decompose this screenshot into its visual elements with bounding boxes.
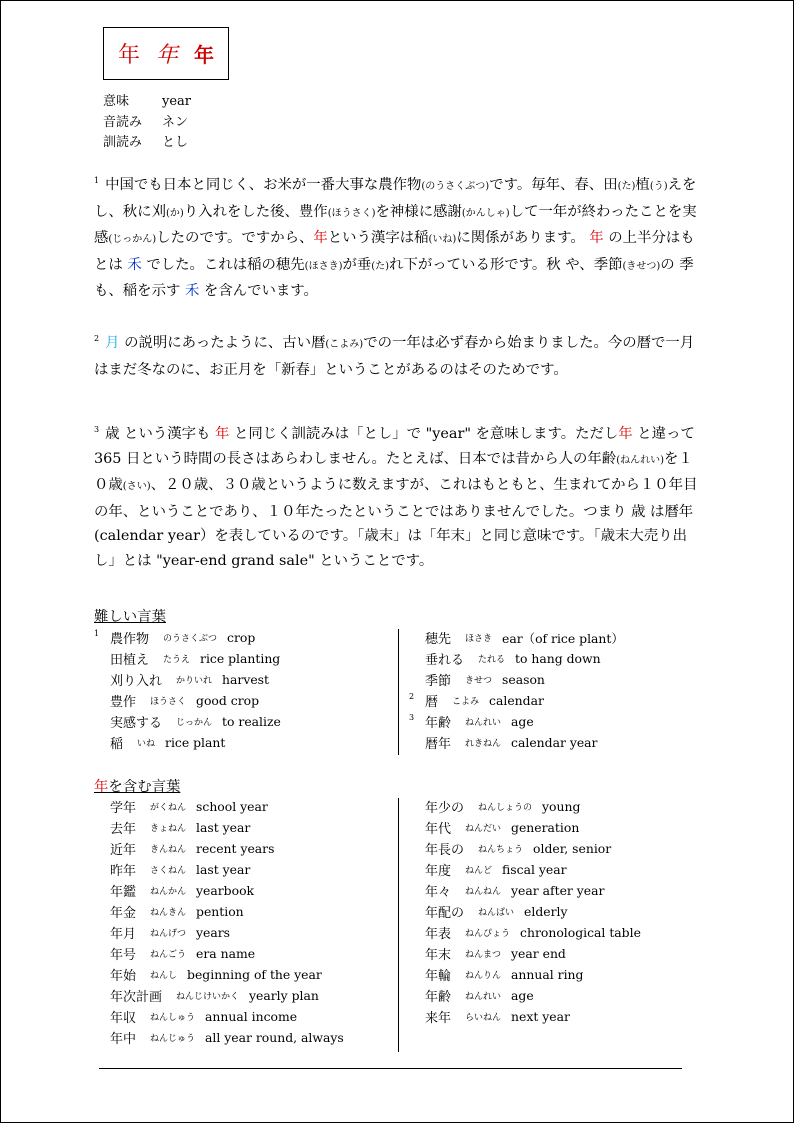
vocab-row	[409, 838, 641, 859]
vocab-word: 年始	[110, 969, 137, 984]
text: での一年は必ず春から始まりました。今の暦で一月はまだ冬なのに、お正月を「新春」ということがあるのはそのためです。	[94, 335, 695, 378]
note-mark	[94, 859, 110, 861]
note-mark	[409, 901, 425, 903]
vocab-reading: ねんちょう	[478, 845, 524, 855]
vocab-reading: ねんげつ	[150, 929, 187, 939]
kanji-form-brush: 年	[194, 43, 215, 67]
vocab-word: 稲	[110, 737, 124, 752]
vocab-english: school year	[196, 799, 268, 814]
note-mark	[409, 922, 425, 924]
note-mark: 3	[94, 425, 100, 434]
reading: (た)	[617, 181, 636, 192]
vocab-english: season	[502, 672, 545, 687]
on-reading-value: ネン	[162, 114, 189, 130]
note-mark	[94, 817, 110, 819]
meaning-label: 意味	[103, 94, 130, 109]
vocab-english: all year round, always	[205, 1030, 344, 1045]
vocab-word: 豊作	[110, 695, 137, 710]
vocab-english: annual income	[205, 1009, 298, 1024]
vocab-row	[94, 732, 281, 753]
vocab-row	[409, 711, 624, 732]
text: 歳 という漢字も	[105, 426, 211, 442]
note-mark	[409, 648, 425, 650]
vocab-reading: いね	[137, 739, 156, 749]
text: 植	[635, 177, 650, 193]
reading: (ほさき)	[304, 260, 343, 272]
vocab-english: calendar	[489, 693, 544, 708]
vocab-word: 穂先	[425, 632, 452, 647]
highlight-radical: 禾	[127, 256, 142, 273]
reading: (きせつ)	[622, 260, 661, 272]
note-mark	[409, 859, 425, 861]
vocab-english: last year	[196, 820, 251, 835]
vocab-row	[409, 943, 641, 964]
note-mark	[409, 880, 425, 882]
vocab-reading: ねんじけいかく	[176, 992, 240, 1002]
highlight-kanji: 年	[618, 426, 633, 442]
note-mark: 3	[409, 713, 415, 722]
vocab-reading: ねんし	[150, 971, 178, 981]
highlight-kanji: 月	[105, 335, 120, 351]
vocab-row	[409, 985, 641, 1006]
reading: (こよみ)	[325, 339, 364, 350]
vocab-english: elderly	[524, 904, 568, 919]
vocab-reading: ねんぴょう	[465, 929, 511, 939]
note-mark	[409, 732, 425, 734]
vocab-english: pention	[196, 904, 244, 919]
vocab-row	[94, 901, 344, 922]
note-mark	[409, 943, 425, 945]
kanji-form-print: 年	[117, 43, 140, 68]
vocab-english: year end	[511, 946, 566, 961]
vocab-reading: ねんかん	[150, 887, 187, 897]
vocab-reading: ねんねん	[465, 887, 502, 897]
reading: (う)	[649, 181, 668, 192]
vocab-row	[409, 796, 641, 817]
vocab-word: 年末	[425, 948, 452, 963]
vocab-row	[94, 669, 281, 690]
text: れ下がっている形です。秋 や、季節	[389, 256, 623, 273]
vocab-english: chronological table	[520, 925, 641, 940]
vocab-row	[94, 985, 344, 1006]
vocab-row	[409, 690, 624, 711]
vocab-word: 年齢	[425, 716, 452, 731]
text: に関係があります。	[456, 230, 585, 246]
text: の 季 も、稲を示す	[94, 256, 694, 299]
vocab-english: calendar year	[511, 735, 598, 750]
note-mark	[94, 669, 110, 671]
text: でした。これは稲の穂先	[146, 256, 305, 273]
column-divider	[398, 629, 399, 755]
on-reading-row	[103, 113, 191, 134]
difficult-words-title: 難しい言葉	[94, 609, 166, 625]
vocab-english: to realize	[222, 714, 281, 729]
reading: (ほうさく)	[327, 207, 376, 219]
vocab-word: 年配の	[425, 906, 465, 921]
vocab-reading: ねんぱい	[478, 908, 515, 918]
note-mark	[94, 922, 110, 924]
vocab-word: 年鑑	[110, 885, 137, 900]
vocab-english: age	[511, 714, 534, 729]
words-with-kanji-title	[94, 775, 180, 796]
note-mark	[409, 627, 425, 629]
vocab-word: 年表	[425, 927, 452, 942]
vocab-reading: がくねん	[150, 803, 187, 813]
vocab-english: yearly plan	[249, 988, 319, 1003]
vocab-english: next year	[511, 1009, 570, 1024]
vocab-reading: ほさき	[465, 634, 493, 644]
vocab-english: good crop	[196, 693, 260, 708]
vocab-reading: ねんしょうの	[478, 803, 533, 813]
vocab-english: recent years	[196, 841, 275, 856]
vocab-word: 年長の	[425, 843, 465, 858]
vocab-english: harvest	[222, 672, 269, 687]
vocab-word: 来年	[425, 1011, 452, 1026]
vocab-row	[94, 964, 344, 985]
highlight-kanji: 年	[214, 426, 230, 442]
vocab-word: 刈り入れ	[110, 674, 163, 689]
vocab-row	[409, 859, 641, 880]
vocab-word: 年金	[110, 906, 137, 921]
note-mark: 1	[94, 629, 100, 638]
note-mark: 1	[94, 176, 100, 185]
reading: (ねんれい)	[616, 454, 665, 466]
vocab-row	[94, 711, 281, 732]
vocab-reading: たれる	[478, 655, 506, 665]
vocab-english: ear（of rice plant）	[502, 630, 624, 646]
vocab-reading: ねんれい	[465, 718, 502, 728]
text: えをし、秋に刈	[94, 177, 697, 220]
reading: (じっかん)	[108, 234, 157, 245]
reading: (た)	[371, 260, 390, 272]
reading: (いね)	[428, 234, 457, 245]
difficult-words-left	[94, 627, 281, 753]
vocab-english: fiscal year	[502, 862, 567, 877]
vocab-reading: ねんじゅう	[150, 1034, 196, 1044]
column-divider	[398, 798, 399, 1052]
vocab-row	[409, 669, 624, 690]
vocab-word: 年齢	[425, 990, 452, 1005]
vocab-row	[409, 1006, 641, 1027]
vocab-row	[94, 922, 344, 943]
note-mark	[409, 964, 425, 966]
vocab-english: yearbook	[196, 883, 255, 898]
highlight-kanji: 年	[313, 230, 328, 246]
note-mark	[409, 669, 425, 671]
text: です。毎年、春、田	[489, 177, 618, 193]
vocab-word: 暦	[425, 695, 439, 710]
paragraph-3	[94, 422, 704, 573]
reading: (のうさくぶつ)	[421, 181, 490, 192]
kanji-info	[103, 92, 191, 154]
vocab-reading: ねんまつ	[465, 950, 502, 960]
note-mark	[409, 817, 425, 819]
note-mark	[94, 796, 110, 798]
vocab-row	[94, 648, 281, 669]
vocab-word: 年中	[110, 1032, 137, 1047]
on-reading-label: 音読み	[103, 114, 143, 130]
vocab-word: 学年	[110, 801, 137, 816]
text: したのです。ですから、	[156, 230, 314, 246]
text: という漢字は稲	[327, 230, 429, 246]
title-text: を含む言葉	[108, 779, 181, 795]
vocab-reading: ねんりん	[465, 971, 502, 981]
vocab-reading: のうさくぶつ	[163, 634, 218, 644]
note-mark	[94, 964, 110, 966]
vocab-row	[409, 922, 641, 943]
text: して一年が終わったことを実感	[94, 203, 697, 246]
vocab-reading: ねんれい	[465, 992, 502, 1002]
vocab-word: 年収	[110, 1011, 137, 1026]
vocab-row	[94, 838, 344, 859]
text: と違って 365 日という時間の長さはあらわしません。たとえば、日本では昔から人の年齢	[94, 426, 695, 467]
vocab-word: 去年	[110, 822, 137, 837]
meaning-value: year	[162, 94, 192, 109]
vocab-row	[94, 1006, 344, 1027]
vocab-english: annual ring	[511, 967, 584, 982]
vocab-english: rice plant	[165, 735, 226, 750]
vocab-reading: こよみ	[452, 697, 480, 707]
words-with-kanji-right	[409, 796, 641, 1027]
vocab-english: to hang down	[515, 651, 601, 666]
vocab-english: rice planting	[200, 651, 281, 666]
note-mark	[94, 943, 110, 945]
kanji-title-box	[103, 27, 229, 80]
note-mark	[409, 1006, 425, 1008]
vocab-english: beginning of the year	[187, 967, 322, 982]
text: を含んでいます。	[203, 283, 318, 299]
note-mark	[94, 732, 110, 734]
vocab-row	[94, 690, 281, 711]
reading: (さい)	[122, 481, 151, 492]
vocab-row	[94, 1027, 344, 1048]
vocab-row	[94, 796, 344, 817]
vocab-word: 暦年	[425, 737, 452, 752]
vocab-reading: さくねん	[150, 866, 187, 876]
vocab-row	[94, 627, 281, 648]
vocab-word: 年次計画	[110, 990, 163, 1005]
highlight-radical: 禾	[184, 283, 200, 299]
vocab-reading: きょねん	[150, 824, 187, 834]
text: の説明にあったように、古い暦	[124, 335, 326, 351]
vocab-row	[94, 880, 344, 901]
text: が垂	[342, 256, 372, 273]
text: を１０歳	[94, 450, 693, 493]
vocab-word: 年少の	[425, 801, 465, 816]
kun-reading-value: とし	[162, 135, 189, 150]
vocab-row	[409, 880, 641, 901]
paragraph-1	[94, 173, 704, 304]
note-mark: 2	[94, 334, 100, 343]
text: と同じく訓読みは「とし」で "year" を意味します。ただし	[233, 426, 619, 442]
vocab-word: 年月	[110, 927, 137, 942]
note-mark	[409, 796, 425, 798]
vocab-row	[409, 901, 641, 922]
vocab-reading: ほうさく	[150, 697, 187, 707]
vocab-reading: きんねん	[150, 845, 187, 855]
vocab-reading: ねんだい	[465, 824, 502, 834]
note-mark	[94, 690, 110, 692]
note-mark	[94, 985, 110, 987]
vocab-english: age	[511, 988, 534, 1003]
vocab-english: last year	[196, 862, 251, 877]
vocab-word: 年度	[425, 864, 452, 879]
note-mark	[94, 711, 110, 713]
kun-reading-label: 訓読み	[103, 135, 143, 150]
vocab-english: crop	[227, 630, 256, 645]
vocab-word: 昨年	[110, 864, 137, 879]
note-mark	[94, 1006, 110, 1008]
kun-reading-row	[103, 133, 191, 154]
note-mark	[409, 838, 425, 840]
vocab-reading: らいねん	[465, 1013, 502, 1023]
vocab-row	[409, 964, 641, 985]
vocab-english: years	[196, 925, 231, 940]
vocab-word: 年代	[425, 822, 452, 837]
vocab-reading: ねんしゅう	[150, 1013, 196, 1023]
vocab-row	[409, 732, 624, 753]
vocab-word: 農作物	[110, 632, 150, 647]
vocab-reading: じっかん	[176, 718, 213, 728]
note-mark: 2	[409, 692, 415, 701]
vocab-row	[94, 817, 344, 838]
vocab-english: older, senior	[533, 841, 612, 856]
vocab-word: 垂れる	[425, 653, 465, 668]
vocab-english: era name	[196, 946, 256, 961]
vocab-word: 年号	[110, 948, 137, 963]
kanji-form-cursive: 年	[156, 43, 179, 68]
text: 中国でも日本と同じく、お米が一番大事な農作物	[105, 177, 422, 193]
vocab-reading: れきねん	[465, 739, 502, 749]
difficult-words-right	[409, 627, 624, 753]
note-mark	[94, 880, 110, 882]
vocab-reading: たうえ	[163, 655, 191, 665]
vocab-english: young	[542, 799, 581, 814]
paragraph-2	[94, 331, 704, 382]
vocab-reading: ねんきん	[150, 908, 187, 918]
bottom-rule	[99, 1068, 682, 1069]
text: の上半分はもとは	[94, 230, 695, 273]
text: を神様に感謝	[375, 203, 462, 220]
meaning-row	[103, 92, 191, 113]
reading: (かんしゃ)	[461, 207, 510, 219]
reading: (か)	[165, 207, 184, 219]
note-mark	[94, 648, 110, 650]
text: 、２０歳、３０歳というように数えますが、これはもともと、生まれてから１０年目の年、ということであり、１０年たったということではありませんでした。つまり 歳 は暦年(calendar year）を表しているのです。「歳末」は「年末」と同じ意味です。「歳末大売り出し」とは "year-end grand sale" ということです。	[94, 477, 698, 569]
note-mark	[409, 985, 425, 987]
title-kanji: 年	[94, 779, 109, 795]
vocab-word: 実感する	[110, 716, 163, 731]
vocab-word: 近年	[110, 843, 137, 858]
vocab-word: 年輪	[425, 969, 452, 984]
vocab-reading: きせつ	[465, 676, 493, 686]
text: り入れをした後、豊作	[183, 203, 328, 220]
vocab-word: 季節	[425, 674, 452, 689]
vocab-row	[409, 817, 641, 838]
vocab-row	[409, 648, 624, 669]
vocab-row	[94, 943, 344, 964]
note-mark	[94, 1027, 110, 1029]
vocab-word: 年々	[425, 885, 452, 900]
vocab-english: generation	[511, 820, 580, 835]
vocab-reading: ねんど	[465, 866, 493, 876]
vocab-row	[94, 859, 344, 880]
vocab-english: year after year	[511, 883, 605, 898]
vocab-row	[409, 627, 624, 648]
vocab-word: 田植え	[110, 653, 150, 668]
note-mark	[94, 901, 110, 903]
words-with-kanji-left	[94, 796, 344, 1048]
vocab-reading: ねんごう	[150, 950, 187, 960]
note-mark	[94, 838, 110, 840]
vocab-reading: かりいれ	[176, 676, 213, 686]
highlight-kanji: 年	[589, 230, 604, 246]
